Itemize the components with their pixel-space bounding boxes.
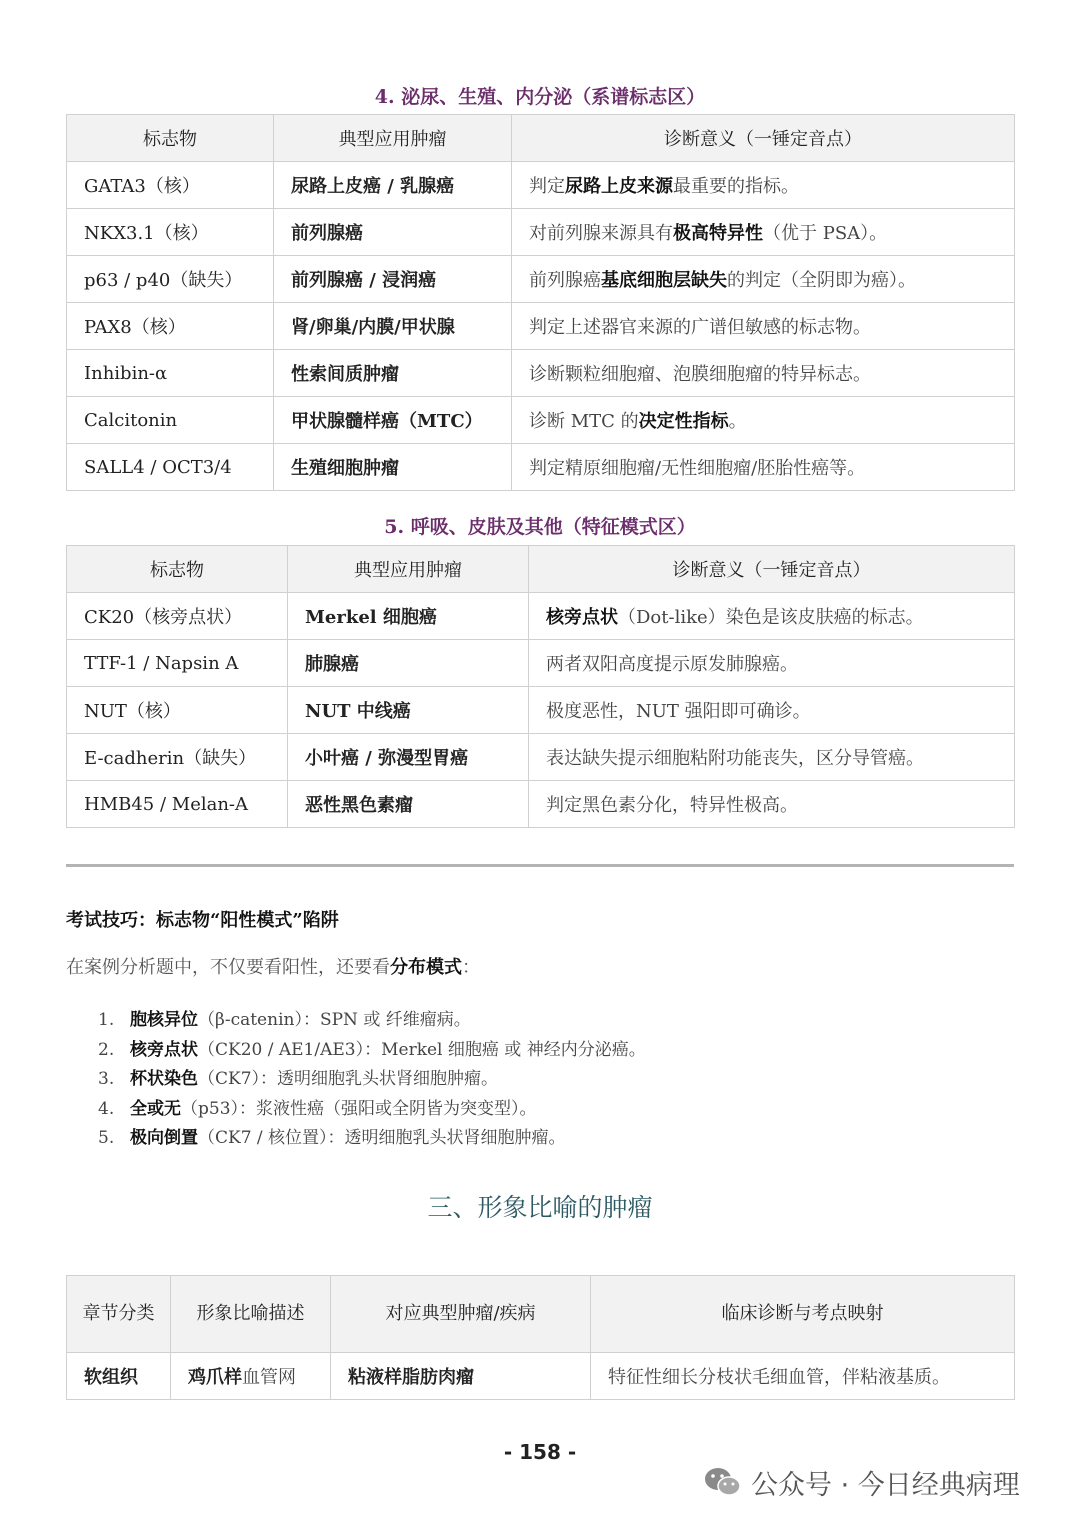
cell-significance [529, 593, 1015, 640]
col-header-metaphor: 形象比喻描述 [171, 1276, 331, 1353]
col-header-significance: 诊断意义（一锤定音点） [529, 546, 1015, 593]
cell-tumor: 肺腺癌 [288, 640, 529, 687]
list-item [66, 1124, 646, 1154]
chapter-heading: 三、形象比喻的肿瘤 [427, 1193, 653, 1222]
cell-significance [512, 444, 1015, 491]
list-term: 杯状染色 [130, 1069, 198, 1089]
significance-text: 极度恶性，NUT 强阳即可确诊。 [546, 701, 811, 722]
col-header-mapping: 临床诊断与考点映射 [591, 1276, 1015, 1353]
cell-marker: NUT（核） [67, 687, 288, 734]
significance-text: 最重要的指标。 [673, 176, 799, 197]
list-text: （CK7 / 核位置）：透明细胞乳头状肾细胞肿瘤。 [198, 1128, 566, 1148]
cell-significance [512, 397, 1015, 444]
cell-significance [512, 256, 1015, 303]
significance-text: 。 [728, 411, 747, 432]
list-item [66, 1095, 646, 1125]
significance-text: 的判定（全阴即为癌）。 [727, 270, 916, 291]
metaphor-header-row [67, 1276, 1015, 1353]
cell-tumor: 性索间质肿瘤 [274, 350, 512, 397]
intro-text: 在案例分析题中，不仅要看阳性，还要看 [66, 957, 390, 978]
col-header-marker: 标志物 [67, 546, 288, 593]
cell-marker: E-cadherin（缺失） [67, 734, 288, 781]
cell-tumor: 小叶癌 / 弥漫型胃癌 [288, 734, 529, 781]
wechat-icon [703, 1465, 743, 1499]
list-term: 全或无 [130, 1098, 181, 1119]
cell-significance [512, 303, 1015, 350]
list-text: （p53）：浆液性癌（强阳或全阴皆为突变型）。 [181, 1098, 537, 1119]
cell-tumor: 生殖细胞肿瘤 [274, 444, 512, 491]
section5-table [66, 545, 1015, 828]
cell-mapping: 特征性细长分枝状毛细血管，伴粘液基质。 [591, 1353, 1015, 1400]
col-header-tumor: 典型应用肿瘤 [274, 115, 512, 162]
cell-marker: PAX8（核） [67, 303, 274, 350]
table-row [67, 734, 1015, 781]
cell-significance [529, 734, 1015, 781]
list-number: 1. [98, 1010, 115, 1030]
col-header-chapter: 章节分类 [67, 1276, 171, 1353]
cell-tumor: Merkel 细胞癌 [288, 593, 529, 640]
cell-tumor: 甲状腺髓样癌（MTC） [274, 397, 512, 444]
page-number: - 158 - [503, 1440, 577, 1464]
cell-tumor: 肾/卵巢/内膜/甲状腺 [274, 303, 512, 350]
significance-text: 判定精原细胞瘤/无性细胞瘤/胚胎性癌等。 [529, 458, 866, 479]
table-row [67, 209, 1015, 256]
significance-text: 对前列腺来源具有 [529, 223, 673, 244]
list-number: 2. [98, 1039, 115, 1060]
watermark [703, 1460, 1020, 1504]
cell-disease: 粘液样脂肪肉瘤 [331, 1353, 591, 1400]
metaphor-table [66, 1275, 1015, 1400]
significance-text: 诊断 MTC 的 [529, 411, 639, 432]
table-row [67, 593, 1015, 640]
list-text: （CK7）：透明细胞乳头状肾细胞肿瘤。 [198, 1069, 499, 1089]
cell-tumor: NUT 中线癌 [288, 687, 529, 734]
table-row [67, 640, 1015, 687]
significance-text: 表达缺失提示细胞粘附功能丧失，区分导管癌。 [546, 748, 924, 769]
list-number: 5. [98, 1128, 115, 1148]
cell-marker: HMB45 / Melan-A [67, 781, 288, 828]
significance-text: （Dot-like）染色是该皮肤癌的标志。 [618, 607, 924, 628]
section5-header-row [67, 546, 1015, 593]
cell-significance [529, 640, 1015, 687]
section4-header-row [67, 115, 1015, 162]
table-row [67, 303, 1015, 350]
list-text: （β-catenin）：SPN 或 纤维瘤病。 [198, 1010, 471, 1030]
cell-tumor: 前列腺癌 [274, 209, 512, 256]
divider [66, 864, 1014, 867]
exam-tip-intro [66, 953, 480, 979]
cell-metaphor [171, 1353, 331, 1400]
table-row [67, 397, 1015, 444]
list-text: （CK20 / AE1/AE3）：Merkel 细胞癌 或 神经内分泌癌。 [198, 1039, 646, 1060]
metaphor-bold: 鸡爪样 [188, 1367, 242, 1388]
cell-significance [512, 350, 1015, 397]
exam-tip-title: 考试技巧：标志物“阳性模式”陷阱 [66, 910, 339, 931]
table-row [67, 687, 1015, 734]
table-row [67, 1353, 1015, 1400]
col-header-tumor: 典型应用肿瘤 [288, 546, 529, 593]
table-row [67, 162, 1015, 209]
significance-key-term: 极高特异性 [673, 223, 763, 244]
cell-significance [529, 687, 1015, 734]
cell-marker: NKX3.1（核） [67, 209, 274, 256]
significance-text: 判定上述器官来源的广谱但敏感的标志物。 [529, 317, 871, 338]
significance-text: 判定 [529, 176, 565, 197]
cell-significance [529, 781, 1015, 828]
table-row [67, 444, 1015, 491]
section4-title: 4. 泌尿、生殖、内分泌（系谱标志区） [374, 86, 706, 108]
cell-tumor: 前列腺癌 / 浸润癌 [274, 256, 512, 303]
section4-table [66, 114, 1015, 491]
significance-text: 前列腺癌 [529, 270, 601, 291]
list-item [66, 1006, 646, 1036]
significance-key-term: 决定性指标 [638, 411, 729, 432]
table-row [67, 781, 1015, 828]
cell-marker: SALL4 / OCT3/4 [67, 444, 274, 491]
exam-tip-list [66, 1006, 646, 1154]
list-item [66, 1036, 646, 1066]
table-row [67, 350, 1015, 397]
col-header-disease: 对应典型肿瘤/疾病 [331, 1276, 591, 1353]
cell-marker: GATA3（核） [67, 162, 274, 209]
list-item [66, 1065, 646, 1095]
significance-text: 判定黑色素分化，特异性极高。 [546, 795, 798, 816]
watermark-text: 公众号 · 今日经典病理 [751, 1469, 1020, 1501]
cell-tumor: 恶性黑色素瘤 [288, 781, 529, 828]
cell-marker: Calcitonin [67, 397, 274, 444]
significance-text: （优于 PSA）。 [763, 223, 888, 244]
significance-text: 两者双阳高度提示原发肺腺癌。 [546, 654, 798, 675]
metaphor-rest: 血管网 [242, 1367, 296, 1388]
significance-key-term: 核旁点状 [546, 607, 618, 628]
cell-significance [512, 209, 1015, 256]
list-term: 核旁点状 [130, 1039, 198, 1060]
cell-chapter: 软组织 [67, 1353, 171, 1400]
cell-marker: p63 / p40（缺失） [67, 256, 274, 303]
table-row [67, 256, 1015, 303]
cell-significance [512, 162, 1015, 209]
intro-end: ： [462, 957, 480, 978]
list-number: 4. [98, 1098, 115, 1119]
cell-marker: CK20（核旁点状） [67, 593, 288, 640]
cell-tumor: 尿路上皮癌 / 乳腺癌 [274, 162, 512, 209]
list-term: 极向倒置 [130, 1128, 198, 1148]
significance-key-term: 基底细胞层缺失 [601, 270, 727, 291]
section5-title: 5. 呼吸、皮肤及其他（特征模式区） [384, 516, 696, 538]
list-term: 胞核异位 [130, 1010, 198, 1030]
significance-key-term: 尿路上皮来源 [565, 176, 673, 197]
col-header-marker: 标志物 [67, 115, 274, 162]
significance-text: 诊断颗粒细胞瘤、泡膜细胞瘤的特异标志。 [529, 364, 871, 385]
col-header-significance: 诊断意义（一锤定音点） [512, 115, 1015, 162]
list-number: 3. [98, 1069, 115, 1089]
cell-marker: TTF-1 / Napsin A [67, 640, 288, 687]
intro-bold-term: 分布模式 [390, 957, 462, 978]
cell-marker: Inhibin-α [67, 350, 274, 397]
